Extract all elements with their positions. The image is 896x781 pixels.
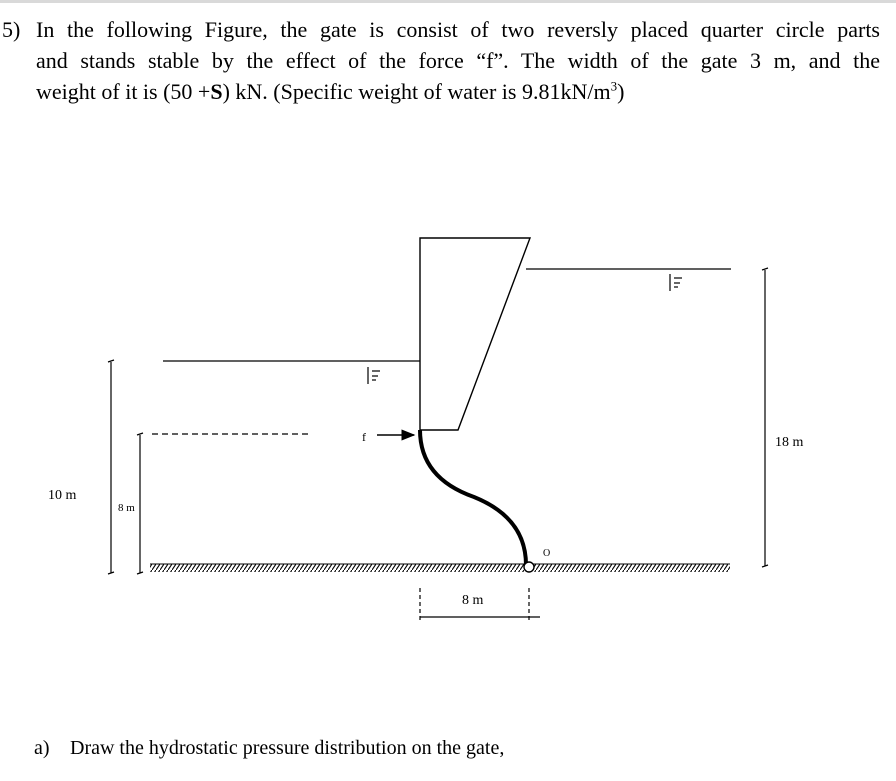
subquestion-label: a) [34,737,50,759]
label-hinge-o: O [543,548,551,559]
upper-wall [420,238,530,430]
subquestion-a [34,737,504,760]
line3-text-c: ) [617,79,625,104]
hinge-o [524,562,534,572]
label-8m-bottom: 8 m [462,593,484,608]
left-water-level-symbol [368,367,380,384]
label-18m: 18 m [775,435,804,450]
question-line-2: and stands stable by the effect of the force “f”. The width of the gate 3 m, and the [36,48,880,73]
label-10m: 10 m [48,488,77,503]
question-number: 5) [2,17,21,42]
line3-bold-s: S [210,79,223,104]
subquestion-text: Draw the hydrostatic pressure distribution on the gate, [70,737,505,759]
question-line-1: In the following Figure, the gate is consist of two reversly placed quarter circle parts [36,17,880,42]
line3-text-a: weight of it is (50 + [36,79,211,104]
curved-gate [420,430,526,565]
label-force-f: f [362,430,366,444]
line3-text-b: ) kN. (Specific weight of water is 9.81kN/m [222,79,611,104]
unit-superscript: 3 [610,78,618,94]
right-water-level-symbol [670,274,682,291]
dimension-8m-left [137,433,143,574]
ground-hatch [150,564,730,572]
dimension-10m [108,360,114,574]
dimension-18m [762,268,768,567]
label-8m-left: 8 m [118,502,135,514]
